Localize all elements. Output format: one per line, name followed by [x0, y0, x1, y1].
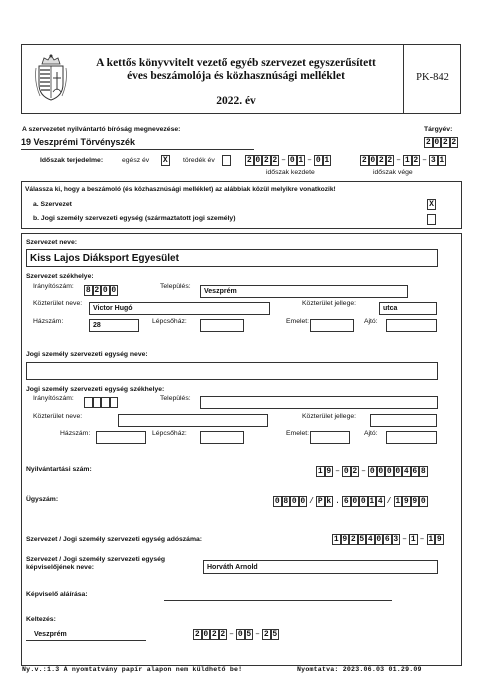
footer-printed: Nyomtatva: 2023.06.03 01.29.09	[297, 666, 422, 673]
number-separator: /	[309, 497, 314, 506]
char-box: 8	[283, 497, 289, 506]
date-separator: –	[422, 156, 427, 165]
char-box: 0	[370, 156, 376, 165]
org-street-label: Közterület neve:	[33, 300, 83, 307]
org-city-value: Veszprém	[204, 288, 237, 295]
period-label: Időszak terjedelme:	[40, 157, 104, 164]
org-seat-label: Szervezet székhelye:	[26, 273, 94, 280]
char-box: 1	[298, 156, 304, 165]
subject-year-boxes[interactable]	[424, 137, 458, 148]
number-separator: .	[335, 497, 340, 506]
option-b-checkbox[interactable]	[427, 214, 436, 225]
char-box: 2	[263, 156, 269, 165]
unit-zip-boxes[interactable]	[84, 397, 118, 408]
representative-name-field[interactable]	[203, 560, 438, 574]
period-start-date[interactable]	[245, 155, 331, 166]
char-box: 2	[272, 156, 278, 165]
char-box: 1	[428, 535, 434, 544]
registry-label: Nyilvántartási szám:	[26, 466, 92, 473]
representative-label-line2: képviselőjének neve:	[26, 564, 95, 571]
char-box: 0	[300, 497, 306, 506]
char-box: 3	[430, 156, 436, 165]
unit-stair-label: Lépcsőház:	[152, 430, 187, 437]
char-box: 9	[342, 535, 348, 544]
char-box: 1	[395, 497, 401, 506]
case-label: Ügyszám:	[26, 496, 59, 503]
unit-street-label: Közterület neve:	[33, 413, 83, 420]
date-separator: –	[396, 156, 401, 165]
unit-street-type-field[interactable]	[370, 414, 437, 427]
char-box: 8	[420, 467, 426, 476]
tax-number-label: Szervezet / Jogi személy szervezeti egység adószáma:	[26, 536, 203, 543]
org-name-field[interactable]	[26, 249, 438, 267]
unit-floor-label: Emelet:	[286, 430, 310, 437]
org-door-label: Ajtó:	[364, 318, 378, 325]
char-box: 5	[359, 535, 365, 544]
full-year-checkbox[interactable]: X	[162, 156, 168, 165]
dated-place-field[interactable]	[26, 629, 146, 641]
period-end-date[interactable]	[360, 155, 446, 166]
full-year-label: egész év	[122, 157, 150, 164]
unit-street-field[interactable]	[118, 414, 268, 427]
char-box: 0	[289, 156, 295, 165]
org-house-field[interactable]	[89, 319, 139, 332]
char-box	[93, 397, 102, 408]
org-street-value: Victor Hugó	[93, 305, 133, 312]
signature-label: Képviselő aláírása:	[26, 591, 88, 598]
form-title-line2: éves beszámolója és közhasznúsági melléklet	[127, 70, 345, 82]
char-box: 2	[451, 138, 457, 147]
char-box: 2	[220, 630, 226, 639]
char-box: 2	[94, 286, 100, 295]
tax-number-boxes[interactable]	[332, 534, 444, 545]
char-box: 0	[274, 497, 280, 506]
form-title-line1: A kettős könyvvitelt vezető egyéb szervezet egyszerűsített	[96, 57, 376, 69]
period-start-caption: időszak kezdete	[266, 169, 315, 176]
number-separator: –	[402, 535, 407, 544]
org-city-label: Település:	[160, 283, 191, 290]
court-value: 19 Veszprémi Törvényszék	[21, 137, 136, 147]
org-street-field[interactable]	[89, 302, 270, 315]
char-box: 1	[324, 156, 330, 165]
char-box: 0	[111, 286, 117, 295]
representative-name-value: Horváth Arnold	[207, 563, 258, 571]
char-box: 0	[315, 156, 321, 165]
period-end-caption: időszak vége	[373, 169, 413, 176]
org-stair-label: Lépcsőház:	[152, 318, 187, 325]
org-house-label: Házszám:	[33, 318, 64, 325]
registry-number-boxes[interactable]	[316, 466, 428, 477]
char-box: 2	[194, 630, 200, 639]
org-name-value: Kiss Lajos Diáksport Egyesület	[30, 252, 179, 264]
unit-door-label: Ajtó:	[364, 430, 378, 437]
char-box: 2	[263, 630, 269, 639]
char-box: 9	[436, 535, 442, 544]
char-box: 0	[378, 467, 384, 476]
char-box: 0	[395, 467, 401, 476]
unit-seat-label: Jogi személy szervezeti egység székhelye:	[26, 386, 165, 393]
char-box: 5	[272, 630, 278, 639]
court-field[interactable]	[21, 136, 254, 150]
form-code: PK-842	[416, 72, 449, 83]
option-b-label: b. Jogi személy szervezeti egység (származtatott jogi személy)	[33, 215, 236, 222]
char-box	[101, 397, 110, 408]
date-separator: –	[307, 156, 312, 165]
report-type-question: Válassza ki, hogy a beszámoló (és közhasznúsági melléklet) az alábbiak közül melyikre vonatkozik!	[25, 186, 336, 193]
char-box: 1	[439, 156, 445, 165]
char-box: 1	[317, 467, 323, 476]
unit-name-label: Jogi személy szervezeti egység neve:	[26, 351, 148, 358]
org-zip-boxes[interactable]	[84, 285, 118, 296]
char-box: 2	[361, 156, 367, 165]
char-box: 0	[291, 497, 297, 506]
char-box	[84, 397, 93, 408]
unit-door-field[interactable]	[386, 431, 437, 444]
org-floor-label: Emelet:	[286, 318, 310, 325]
char-box: 2	[352, 467, 358, 476]
option-a-checkbox[interactable]: X	[427, 199, 436, 210]
signature-line[interactable]	[164, 600, 392, 601]
char-box	[110, 397, 119, 408]
char-box: 9	[403, 497, 409, 506]
number-separator: –	[419, 535, 425, 544]
char-box: 2	[387, 156, 393, 165]
char-box: 6	[343, 497, 349, 506]
dated-place-value: Veszprém	[34, 631, 67, 638]
option-a-label: a. Szervezet	[33, 201, 72, 208]
char-box: 9	[412, 497, 418, 506]
char-box: 6	[384, 535, 390, 544]
unit-floor-field[interactable]	[310, 431, 350, 444]
subject-year-label: Tárgyév:	[424, 126, 453, 133]
char-box: 2	[246, 156, 252, 165]
dated-label: Keltezés:	[26, 616, 56, 623]
date-separator: –	[281, 156, 286, 165]
char-box: P	[317, 497, 323, 506]
char-box: 6	[412, 467, 418, 476]
partial-year-checkbox[interactable]	[222, 155, 231, 166]
char-box: 2	[378, 156, 384, 165]
unit-house-label: Házszám:	[60, 430, 91, 437]
number-separator: /	[386, 497, 392, 506]
char-box: 2	[442, 138, 448, 147]
char-box: 2	[413, 156, 419, 165]
unit-city-field[interactable]	[200, 396, 438, 409]
char-box: 4	[403, 467, 409, 476]
org-street-type-field[interactable]	[379, 302, 437, 315]
char-box: 0	[255, 156, 261, 165]
org-name-label: Szervezet neve:	[26, 239, 78, 246]
org-stair-field[interactable]	[200, 319, 244, 332]
number-separator: –	[361, 467, 366, 476]
char-box: 1	[333, 535, 339, 544]
char-box: 1	[410, 535, 416, 544]
unit-stair-field[interactable]	[200, 431, 244, 444]
representative-label-line1: Szervezet / Jogi személy szervezeti egység	[26, 556, 166, 563]
org-house-value: 28	[93, 322, 101, 329]
org-floor-field[interactable]	[310, 319, 354, 332]
coat-of-arms-icon	[34, 52, 68, 104]
org-zip-label: Irányítószám:	[33, 283, 74, 290]
org-door-field[interactable]	[386, 319, 437, 332]
char-box: 0	[369, 467, 375, 476]
char-box: 9	[326, 467, 332, 476]
org-street-type-value: utca	[383, 305, 398, 312]
org-city-field[interactable]	[200, 285, 408, 298]
char-box: 0	[420, 497, 426, 506]
char-box: 0	[102, 286, 108, 295]
unit-name-field[interactable]	[26, 362, 438, 380]
char-box: 0	[237, 630, 243, 639]
number-separator: –	[335, 467, 340, 476]
char-box: 4	[367, 535, 373, 544]
unit-zip-label: Irányítószám:	[33, 395, 74, 402]
char-box: 0	[434, 138, 440, 147]
char-box: 2	[425, 138, 431, 147]
char-box: 2	[350, 535, 356, 544]
char-box: 1	[369, 497, 375, 506]
char-box: 5	[246, 630, 252, 639]
partial-year-label: töredék év	[183, 157, 215, 164]
char-box: 0	[386, 467, 392, 476]
char-box: 0	[203, 630, 209, 639]
form-year: 2022. év	[216, 95, 256, 107]
char-box: 0	[352, 497, 358, 506]
unit-city-label: Település:	[160, 395, 191, 402]
unit-street-type-label: Közterület jellege:	[302, 413, 357, 420]
char-box: 0	[360, 497, 366, 506]
char-box: 4	[377, 497, 383, 506]
case-number-boxes[interactable]	[273, 496, 428, 507]
footer-note: Ny.v.:1.3 A nyomtatvány papír alapon nem küldhető be!	[22, 666, 243, 673]
org-street-type-label: Közterület jellege:	[302, 300, 357, 307]
dated-date-boxes[interactable]	[193, 629, 279, 640]
char-box: 1	[404, 156, 410, 165]
unit-house-field[interactable]	[96, 431, 146, 444]
char-box: 3	[393, 535, 399, 544]
char-box: 2	[211, 630, 217, 639]
char-box: k	[326, 497, 332, 506]
char-box: 0	[376, 535, 382, 544]
date-separator: –	[229, 630, 234, 639]
char-box: 8	[85, 286, 91, 295]
char-box: 0	[343, 467, 349, 476]
date-separator: –	[255, 630, 260, 639]
court-label: A szervezetet nyilvántartó bíróság megnevezése:	[22, 126, 181, 133]
